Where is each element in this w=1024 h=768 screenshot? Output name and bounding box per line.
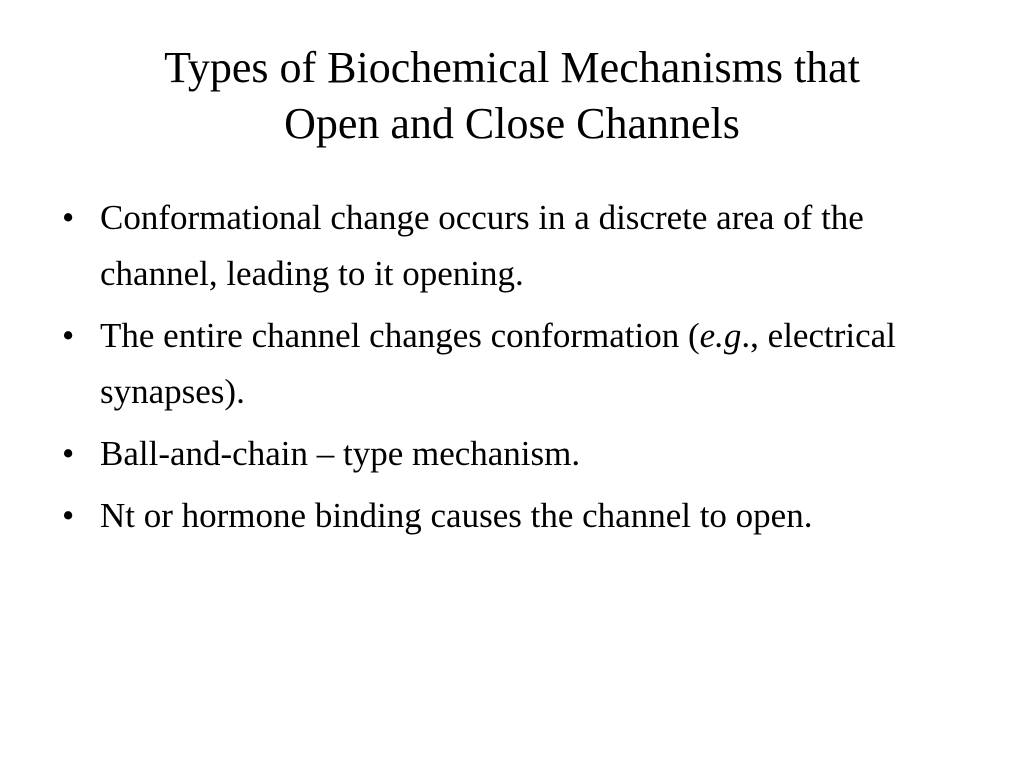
slide-title bbox=[60, 40, 964, 152]
bullet-text-italic: e.g bbox=[699, 316, 742, 355]
bullet-dot-icon: • bbox=[62, 316, 75, 355]
bullet-dot-icon: • bbox=[62, 198, 75, 237]
bullet-dot-icon: • bbox=[62, 434, 75, 473]
bullet-text: Nt or hormone binding causes the channel to open. bbox=[100, 496, 813, 535]
bullet-item-ball-and-chain bbox=[62, 426, 982, 482]
bullet-text-part: The entire channel changes conformation ( bbox=[100, 316, 700, 355]
bullet-item-entire-channel bbox=[62, 308, 982, 420]
slide-title-line-2: Open and Close Channels bbox=[284, 99, 740, 148]
slide-title-line-1: Types of Biochemical Mechanisms that bbox=[164, 43, 860, 92]
bullet-item-hormone-binding bbox=[62, 488, 982, 544]
bullet-item-conformational-change bbox=[62, 190, 982, 302]
bullet-list bbox=[62, 190, 982, 550]
bullet-text: Conformational change occurs in a discrete area of the channel, leading to it opening. bbox=[100, 198, 864, 293]
bullet-text-part: ., electrical synapses). bbox=[100, 316, 896, 411]
bullet-text bbox=[100, 316, 896, 411]
bullet-dot-icon: • bbox=[62, 496, 75, 535]
bullet-text: Ball-and-chain – type mechanism. bbox=[100, 434, 581, 473]
